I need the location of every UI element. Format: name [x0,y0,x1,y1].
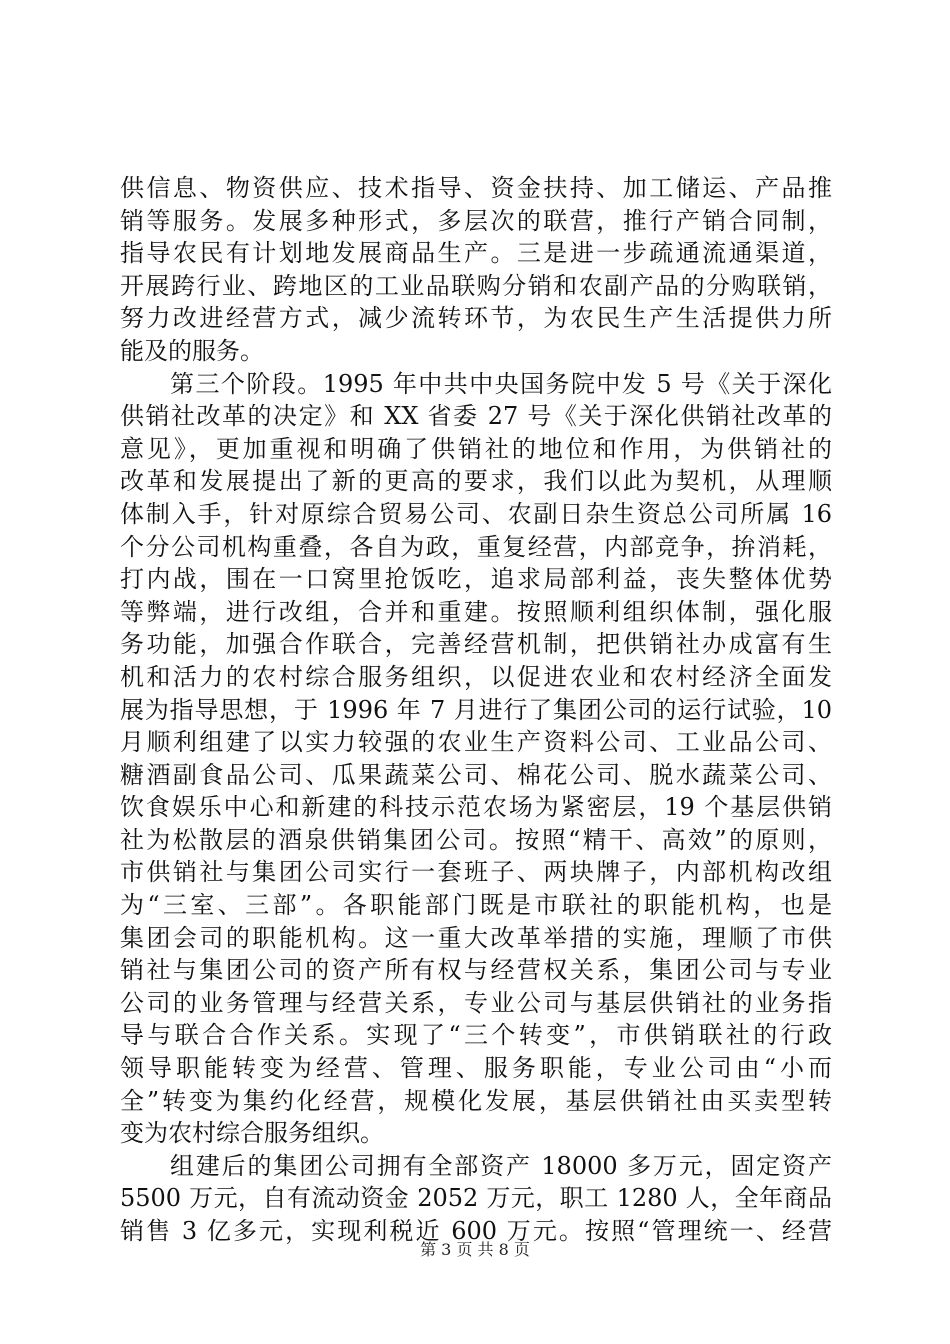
document-body [120,172,832,1248]
text-line: 等弊端，进行改组，合并和重建。按照顺利组织体制，强化服 [120,597,832,626]
text-line: 导与联合合作关系。实现了“三个转变”，市供销联社的行政 [120,1021,832,1050]
text-line: 集团会司的职能机构。这一重大改革举措的实施，理顺了市供 [120,923,832,952]
text-line: 意见》，更加重视和明确了供销社的地位和作用，为供销社的 [120,434,832,463]
text-line: 饮食娱乐中心和新建的科技示范农场为紧密层，19 个基层供销 [120,793,832,822]
text-line: 变为农村综合服务组织。 [120,1119,384,1148]
text-line: 社为松散层的酒泉供销集团公司。按照“精干、高效”的原则， [120,825,832,854]
text-line: 努力改进经营方式，减少流转环节，为农民生产生活提供力所 [120,304,832,333]
text-line: 5500 万元，自有流动资金 2052 万元，职工 1280 人，全年商品 [120,1184,832,1213]
text-line: 体制入手，针对原综合贸易公司、农副日杂生资总公司所属 16 [120,499,832,528]
text-line: 务功能，加强合作联合，完善经营机制，把供销社办成富有生 [120,630,832,659]
page-footer: 第 3 页 共 8 页 [420,1240,530,1259]
text-line: 市供销社与集团公司实行一套班子、两块牌子，内部机构改组 [120,858,832,887]
text-line: 个分公司机构重叠，各自为政，重复经营，内部竞争，拚消耗， [120,532,832,561]
text-line: 展为指导思想，于 1996 年 7 月进行了集团公司的运行试验，10 [120,695,832,724]
text-line: 月顺利组建了以实力较强的农业生产资料公司、工业品公司、 [120,728,832,757]
text-line: 糖酒副食品公司、瓜果蔬菜公司、棉花公司、脱水蔬菜公司、 [120,760,832,789]
text-line: 销社与集团公司的资产所有权与经营权关系，集团公司与专业 [120,956,832,985]
text-line: 销售 3 亿多元，实现利税近 600 万元。按照“管理统一、经营 [120,1217,832,1245]
text-line: 改革和发展提出了新的更高的要求，我们以此为契机，从理顺 [120,467,832,496]
text-line: 能及的服务。 [120,336,264,365]
text-line: 销等服务。发展多种形式，多层次的联营，推行产销合同制， [120,206,832,235]
text-line: 供销社改革的决定》和 XX 省委 27 号《关于深化供销社改革的 [120,402,832,431]
text-line: 第三个阶段。1995 年中共中央国务院中发 5 号《关于深化 [170,369,832,398]
text-line: 机和活力的农村综合服务组织，以促进农业和农村经济全面发 [120,662,832,691]
text-line: 领导职能转变为经营、管理、服务职能，专业公司由“小而 [120,1054,832,1083]
text-line: 打内战，围在一口窝里抢饭吃，追求局部利益，丧失整体优势 [120,565,832,594]
text-line: 供信息、物资供应、技术指导、资金扶持、加工储运、产品推 [120,174,832,202]
text-line: 指导农民有计划地发展商品生产。三是进一步疏通流通渠道， [120,239,832,268]
text-line: 为“三室、三部”。各职能部门既是市联社的职能机构，也是 [120,891,832,920]
text-line: 开展跨行业、跨地区的工业品联购分销和农副产品的分购联销， [120,271,832,300]
text-line: 全”转变为集约化经营，规模化发展，基层供销社由买卖型转 [120,1086,832,1115]
text-line: 组建后的集团公司拥有全部资产 18000 多万元，固定资产 [170,1151,832,1180]
text-line: 公司的业务管理与经营关系，专业公司与基层供销社的业务指 [120,988,832,1017]
